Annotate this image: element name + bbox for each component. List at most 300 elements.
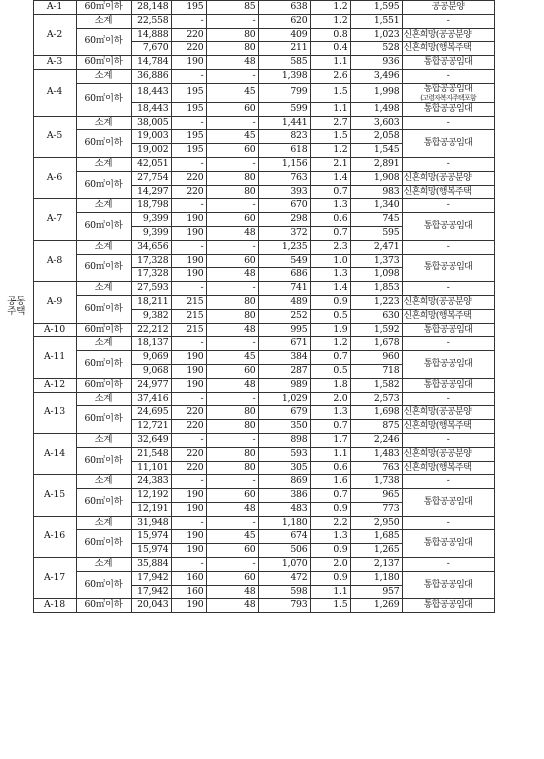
use-cell: 통합공공임대 [402,571,494,599]
table-body [0,1,494,613]
use-note: (고령자복지주택포함 [420,93,476,102]
height-cell: - [206,199,258,213]
area-cell: 18,443 [131,102,171,116]
units-cell: 1,235 [258,240,310,254]
type-cell: 소계 [76,157,131,171]
table-row [0,199,494,213]
population-cell: 957 [350,585,402,599]
use-cell: 통합공공임대 [402,599,494,613]
floor-ratio-cell: - [171,157,206,171]
block-id-cell: A-18 [33,599,76,613]
area-cell: 15,974 [131,544,171,558]
population-cell: 1,373 [350,254,402,268]
floor-ratio-cell: 195 [171,130,206,144]
height-cell: 45 [206,130,258,144]
height-cell: 80 [206,28,258,42]
area-cell: 24,383 [131,475,171,489]
type-cell: 소계 [76,337,131,351]
units-cell: 793 [258,599,310,613]
units-cell: 1,156 [258,157,310,171]
floor-ratio-cell: 160 [171,585,206,599]
density-cell: 0.9 [310,295,350,309]
floor-ratio-cell: 195 [171,83,206,102]
type-cell: 60㎡이하 [76,130,131,158]
table-row [0,378,494,392]
use-cell: - [402,392,494,406]
area-cell: 27,593 [131,282,171,296]
density-cell: 1.6 [310,475,350,489]
table-row [0,282,494,296]
height-cell: 48 [206,226,258,240]
height-cell: - [206,433,258,447]
density-cell: 2.2 [310,516,350,530]
type-cell: 소계 [76,199,131,213]
height-cell: 60 [206,102,258,116]
height-cell: 80 [206,185,258,199]
height-cell: - [206,558,258,572]
population-cell: 595 [350,226,402,240]
population-cell: 1,853 [350,282,402,296]
type-cell: 60㎡이하 [76,599,131,613]
block-id-cell: A-9 [33,282,76,323]
height-cell: 48 [206,502,258,516]
use-cell: 신혼희망(행복주택 [402,461,494,475]
use-cell: - [402,516,494,530]
density-cell: 1.1 [310,102,350,116]
use-cell: 신혼희망(행복주택 [402,185,494,199]
type-cell: 소계 [76,558,131,572]
floor-ratio-cell: 190 [171,56,206,70]
use-cell: 통합공공임대 [402,130,494,158]
floor-ratio-cell: - [171,14,206,28]
floor-ratio-cell: 190 [171,364,206,378]
height-cell: 60 [206,144,258,158]
table-row [0,392,494,406]
use-cell: - [402,157,494,171]
population-cell: 1,223 [350,295,402,309]
density-cell: 1.0 [310,254,350,268]
area-cell: 17,328 [131,254,171,268]
floor-ratio-cell: - [171,558,206,572]
type-cell: 60㎡이하 [76,378,131,392]
units-cell: 1,441 [258,116,310,130]
units-cell: 995 [258,323,310,337]
density-cell: 0.5 [310,309,350,323]
floor-ratio-cell: - [171,116,206,130]
density-cell: 0.7 [310,351,350,365]
height-cell: - [206,14,258,28]
units-cell: 393 [258,185,310,199]
floor-ratio-cell: - [171,240,206,254]
type-cell: 소계 [76,392,131,406]
units-cell: 298 [258,213,310,227]
population-cell: 1,483 [350,447,402,461]
population-cell: 960 [350,351,402,365]
use-cell: - [402,14,494,28]
units-cell: 252 [258,309,310,323]
floor-ratio-cell: 220 [171,406,206,420]
height-cell: - [206,240,258,254]
floor-ratio-cell: 220 [171,171,206,185]
floor-ratio-cell: 195 [171,144,206,158]
height-cell: 48 [206,585,258,599]
units-cell: 618 [258,144,310,158]
height-cell: 80 [206,447,258,461]
type-cell: 소계 [76,240,131,254]
use-cell: - [402,337,494,351]
units-cell: 593 [258,447,310,461]
height-cell: 80 [206,420,258,434]
density-cell: 1.5 [310,83,350,102]
area-cell: 17,942 [131,571,171,585]
floor-ratio-cell: - [171,337,206,351]
population-cell: 3,496 [350,69,402,83]
use-cell: - [402,433,494,447]
units-cell: 599 [258,102,310,116]
area-cell: 27,754 [131,171,171,185]
use-cell: 신혼희망(공공분양 [402,28,494,42]
area-cell: 9,382 [131,309,171,323]
block-id-cell: A-15 [33,475,76,516]
population-cell: 763 [350,461,402,475]
table-row [0,475,494,489]
population-cell: 1,678 [350,337,402,351]
height-cell: - [206,116,258,130]
density-cell: 0.8 [310,28,350,42]
area-cell: 11,101 [131,461,171,475]
density-cell: 0.9 [310,571,350,585]
population-cell: 1,023 [350,28,402,42]
units-cell: 409 [258,28,310,42]
height-cell: 45 [206,83,258,102]
floor-ratio-cell: 220 [171,420,206,434]
floor-ratio-cell: - [171,199,206,213]
height-cell: - [206,69,258,83]
type-cell: 소계 [76,14,131,28]
block-id-cell: A-4 [33,69,76,116]
use-cell: - [402,69,494,83]
population-cell: 2,573 [350,392,402,406]
type-cell: 60㎡이하 [76,28,131,56]
table-row [0,337,494,351]
use-cell: 통합공공임대 [402,378,494,392]
height-cell: 60 [206,571,258,585]
height-cell: 80 [206,309,258,323]
area-cell: 24,695 [131,406,171,420]
use-cell: 공공분양 [402,1,494,15]
density-cell: 1.1 [310,447,350,461]
units-cell: 674 [258,530,310,544]
height-cell: 80 [206,406,258,420]
density-cell: 0.7 [310,226,350,240]
population-cell: 1,340 [350,199,402,213]
density-cell: 1.9 [310,323,350,337]
units-cell: 483 [258,502,310,516]
table-row [0,14,494,28]
block-id-cell: A-3 [33,56,76,70]
floor-ratio-cell: 215 [171,309,206,323]
table-row [0,69,494,83]
table-row [0,56,494,70]
use-cell: 통합공공임대 [402,323,494,337]
type-cell: 60㎡이하 [76,56,131,70]
height-cell: 60 [206,364,258,378]
area-cell: 14,888 [131,28,171,42]
population-cell: 875 [350,420,402,434]
area-cell: 14,784 [131,56,171,70]
units-cell: 386 [258,489,310,503]
block-id-cell: A-17 [33,558,76,599]
units-cell: 763 [258,171,310,185]
type-cell: 60㎡이하 [76,571,131,599]
height-cell: - [206,282,258,296]
area-cell: 12,721 [131,420,171,434]
units-cell: 686 [258,268,310,282]
height-cell: - [206,475,258,489]
area-cell: 14,297 [131,185,171,199]
height-cell: - [206,392,258,406]
table-row [0,116,494,130]
type-cell: 60㎡이하 [76,489,131,517]
population-cell: 1,908 [350,171,402,185]
floor-ratio-cell: 220 [171,42,206,56]
units-cell: 823 [258,130,310,144]
use-cell: 통합공공임대 [402,530,494,558]
area-cell: 9,399 [131,226,171,240]
category-cell [0,1,33,613]
area-cell: 9,069 [131,351,171,365]
floor-ratio-cell: - [171,516,206,530]
density-cell: 0.7 [310,420,350,434]
units-cell: 741 [258,282,310,296]
area-cell: 28,148 [131,1,171,15]
area-cell: 34,656 [131,240,171,254]
population-cell: 3,603 [350,116,402,130]
use-cell: - [402,116,494,130]
table-row [0,433,494,447]
units-cell: 1,029 [258,392,310,406]
type-cell: 소계 [76,69,131,83]
area-cell: 36,886 [131,69,171,83]
area-cell: 18,211 [131,295,171,309]
area-cell: 22,558 [131,14,171,28]
category-label: 주택 [7,305,26,317]
height-cell: 60 [206,213,258,227]
density-cell: 1.2 [310,14,350,28]
population-cell: 1,269 [350,599,402,613]
type-cell: 60㎡이하 [76,213,131,241]
height-cell: 80 [206,295,258,309]
height-cell: 85 [206,1,258,15]
height-cell: - [206,337,258,351]
density-cell: 2.0 [310,558,350,572]
use-cell: 통합공공임대 [402,489,494,517]
floor-ratio-cell: 190 [171,378,206,392]
density-cell: 2.3 [310,240,350,254]
area-cell: 22,212 [131,323,171,337]
type-cell: 60㎡이하 [76,406,131,434]
population-cell: 1,498 [350,102,402,116]
category-label: 공동 [7,295,26,307]
type-cell: 60㎡이하 [76,171,131,199]
height-cell: 60 [206,544,258,558]
units-cell: 585 [258,56,310,70]
height-cell: 45 [206,530,258,544]
units-cell: 989 [258,378,310,392]
use-cell: 신혼희망(공공분양 [402,295,494,309]
units-cell: 372 [258,226,310,240]
population-cell: 2,246 [350,433,402,447]
population-cell: 773 [350,502,402,516]
use-cell: 통합공공임대 [402,213,494,241]
population-cell: 745 [350,213,402,227]
height-cell: 48 [206,599,258,613]
block-id-cell: A-7 [33,199,76,240]
units-cell: 472 [258,571,310,585]
population-cell: 1,551 [350,14,402,28]
floor-ratio-cell: - [171,392,206,406]
height-cell: 80 [206,42,258,56]
units-cell: 620 [258,14,310,28]
use-cell: 신혼희망(공공분양 [402,447,494,461]
use-cell: 신혼희망(행복주택 [402,420,494,434]
area-cell: 9,068 [131,364,171,378]
floor-ratio-cell: 220 [171,447,206,461]
area-cell: 18,443 [131,83,171,102]
use-cell: 신혼희망(행복주택 [402,309,494,323]
type-cell: 60㎡이하 [76,447,131,475]
height-cell: 48 [206,56,258,70]
units-cell: 1,398 [258,69,310,83]
use-cell: - [402,282,494,296]
units-cell: 506 [258,544,310,558]
area-cell: 7,670 [131,42,171,56]
units-cell: 350 [258,420,310,434]
area-cell: 42,051 [131,157,171,171]
height-cell: 60 [206,489,258,503]
area-cell: 17,942 [131,585,171,599]
type-cell: 60㎡이하 [76,83,131,116]
units-cell: 898 [258,433,310,447]
table-row [0,516,494,530]
floor-ratio-cell: 190 [171,268,206,282]
use-cell: 통합공공임대 [402,254,494,282]
population-cell: 965 [350,489,402,503]
block-id-cell: A-5 [33,116,76,157]
use-cell [402,83,494,102]
floor-ratio-cell: 195 [171,102,206,116]
area-cell: 20,043 [131,599,171,613]
density-cell: 0.6 [310,461,350,475]
use-label: 통합공공임대 [423,83,473,94]
density-cell: 1.2 [310,1,350,15]
units-cell: 638 [258,1,310,15]
density-cell: 0.7 [310,489,350,503]
type-cell: 60㎡이하 [76,530,131,558]
density-cell: 1.4 [310,171,350,185]
density-cell: 1.8 [310,378,350,392]
use-cell: 통합공공임대 [402,56,494,70]
population-cell: 1,698 [350,406,402,420]
density-cell: 1.1 [310,585,350,599]
population-cell: 1,595 [350,1,402,15]
density-cell: 1.3 [310,268,350,282]
density-cell: 0.4 [310,42,350,56]
area-cell: 37,416 [131,392,171,406]
block-id-cell: A-8 [33,240,76,281]
floor-ratio-cell: - [171,282,206,296]
units-cell: 679 [258,406,310,420]
table-row [0,323,494,337]
density-cell: 1.5 [310,130,350,144]
floor-ratio-cell: 160 [171,571,206,585]
table-row [0,558,494,572]
floor-ratio-cell: 190 [171,254,206,268]
height-cell: 48 [206,323,258,337]
floor-ratio-cell: 215 [171,323,206,337]
area-cell: 12,192 [131,489,171,503]
density-cell: 1.5 [310,599,350,613]
table-row [0,157,494,171]
density-cell: 1.4 [310,282,350,296]
table-row [0,599,494,613]
block-id-cell: A-2 [33,14,76,55]
height-cell: 80 [206,461,258,475]
type-cell: 소계 [76,282,131,296]
density-cell: 1.2 [310,337,350,351]
population-cell: 983 [350,185,402,199]
floor-ratio-cell: 190 [171,544,206,558]
area-cell: 19,002 [131,144,171,158]
type-cell: 60㎡이하 [76,295,131,323]
height-cell: 80 [206,171,258,185]
type-cell: 60㎡이하 [76,351,131,379]
units-cell: 799 [258,83,310,102]
area-cell: 24,977 [131,378,171,392]
block-id-cell: A-14 [33,433,76,474]
units-cell: 211 [258,42,310,56]
units-cell: 549 [258,254,310,268]
use-cell: - [402,475,494,489]
floor-ratio-cell: 215 [171,295,206,309]
population-cell: 2,891 [350,157,402,171]
population-cell: 528 [350,42,402,56]
density-cell: 2.0 [310,392,350,406]
density-cell: 1.3 [310,199,350,213]
block-id-cell: A-1 [33,1,76,15]
units-cell: 489 [258,295,310,309]
population-cell: 2,471 [350,240,402,254]
population-cell: 1,180 [350,571,402,585]
height-cell: 60 [206,254,258,268]
type-cell: 60㎡이하 [76,323,131,337]
block-id-cell: A-10 [33,323,76,337]
population-cell: 1,685 [350,530,402,544]
units-cell: 1,180 [258,516,310,530]
floor-ratio-cell: 190 [171,489,206,503]
floor-ratio-cell: 190 [171,502,206,516]
population-cell: 2,950 [350,516,402,530]
population-cell: 1,098 [350,268,402,282]
block-id-cell: A-13 [33,392,76,433]
density-cell: 2.1 [310,157,350,171]
use-cell: 신혼희망(공공분양 [402,406,494,420]
height-cell: - [206,157,258,171]
floor-ratio-cell: 190 [171,530,206,544]
population-cell: 1,265 [350,544,402,558]
population-cell: 1,738 [350,475,402,489]
table-row [0,240,494,254]
